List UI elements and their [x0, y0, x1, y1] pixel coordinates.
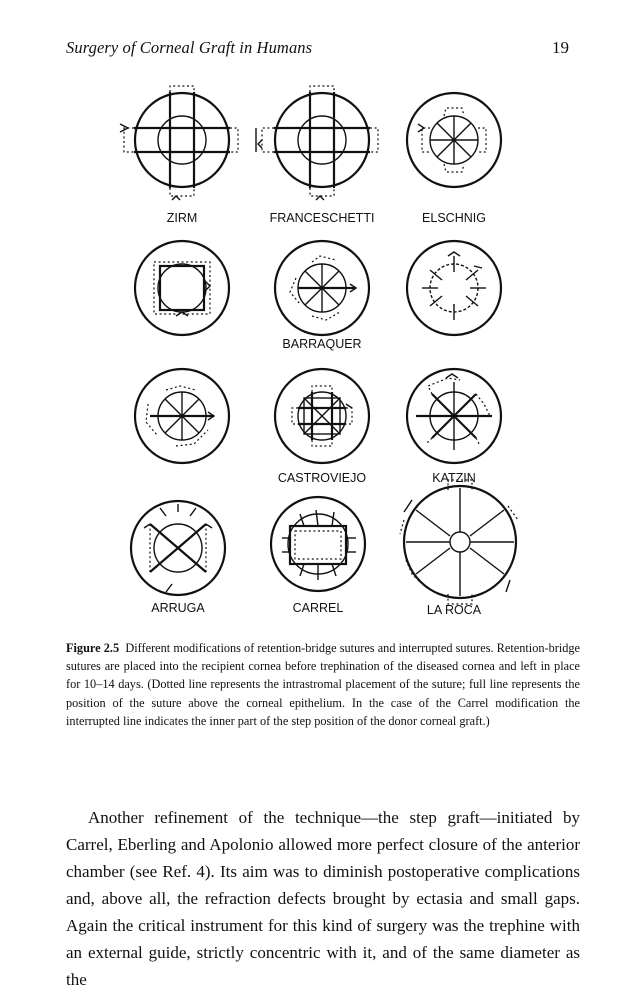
label-carrel: CARREL	[292, 601, 344, 615]
interrupted-sutures-diagram	[407, 241, 501, 335]
running-title: Surgery of Corneal Graft in Humans	[66, 38, 313, 57]
la-roca-diagram	[400, 480, 518, 604]
figure-caption	[66, 639, 580, 730]
label-zirm: ZIRM	[166, 211, 198, 225]
katzin-diagram	[407, 369, 501, 463]
label-arruga: ARRUGA	[151, 601, 205, 615]
label-franceschetti: FRANCESCHETTI	[269, 211, 375, 225]
figure-caption-text: Different modifications of retention-bridge sutures and interrupted sutures. Retention-bridge sutures are placed into the recipient cornea before trephination of the diseased cornea and left in place for 10–14 days. (Dotted line represents the intrastromal placement of the suture; full line represents the position of the suture above the corneal epithelium. In the case of the Carrel modification the interrupted line indicates the inner part of the step position of the donor corneal graft.)	[66, 641, 580, 728]
label-barraquer: BARRAQUER	[282, 337, 362, 351]
retention-bridge-star-diagram	[135, 369, 229, 463]
label-elschnig: ELSCHNIG	[422, 211, 486, 225]
figure-caption-label: Figure 2.5	[66, 641, 120, 655]
franceschetti-diagram	[256, 86, 378, 200]
label-katzin: KATZIN	[432, 471, 476, 485]
castroviejo-diagram	[275, 369, 369, 463]
arruga-diagram	[131, 501, 225, 595]
barraquer-diagram	[275, 241, 369, 335]
retention-bridge-square-diagram	[135, 241, 229, 335]
zirm-diagram	[120, 86, 238, 200]
carrel-diagram	[271, 497, 365, 591]
label-la-roca: LA ROCA	[426, 603, 482, 617]
page-number: 19	[552, 38, 569, 57]
body-paragraph: Another refinement of the technique—the step graft—initiated by Carrel, Eberling and Apolonio allowed more perfect closure of the anterior chamber (see Ref. 4). Its aim was to diminish postoperative complications and, above all, the refraction defects brought by ectasia and small gaps. Again the critical instrument for this kind of surgery was the trephine with an external guide, strictly concentric with it, and of the same diameter as the	[66, 808, 580, 989]
elschnig-diagram	[407, 93, 501, 187]
label-castroviejo: CASTROVIEJO	[277, 471, 367, 485]
